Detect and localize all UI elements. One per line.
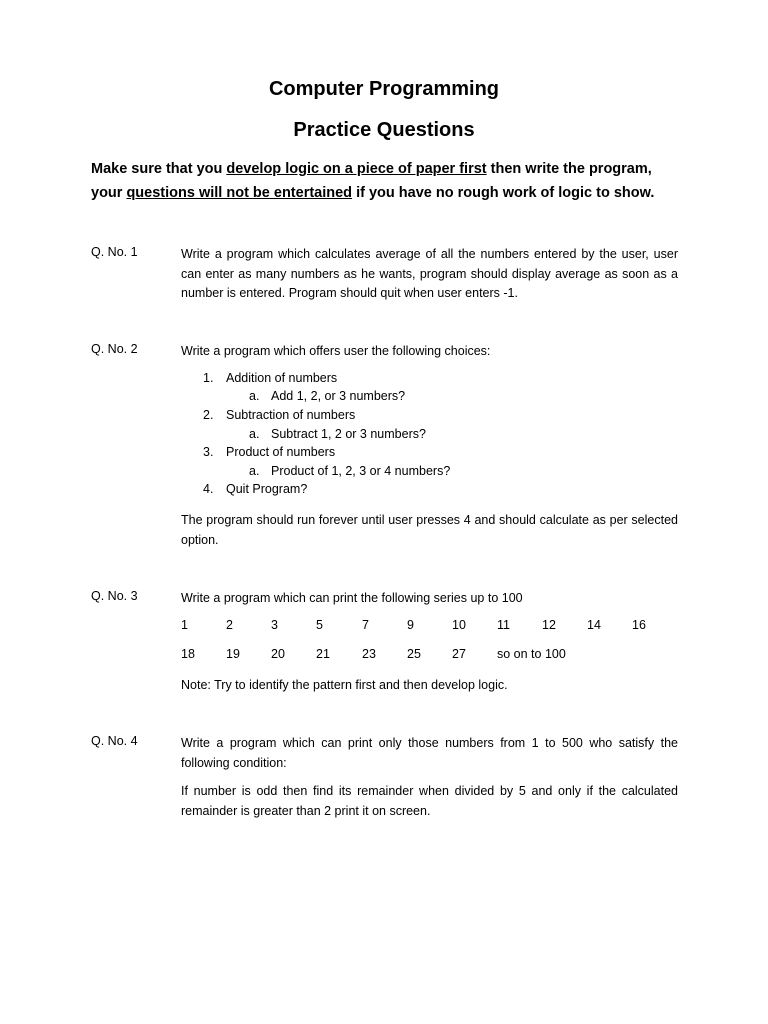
q2-item-3: Product of numbers — [226, 445, 336, 459]
q2-item-3a: Product of 1, 2, 3 or 4 numbers? — [271, 464, 451, 478]
document-subtitle: Practice Questions — [293, 119, 475, 141]
intro-paragraph — [91, 157, 681, 205]
q3-label: Q. No. 3 — [91, 589, 138, 603]
q3-note: Note: Try to identify the pattern first and then develop logic. — [181, 678, 508, 692]
series-number: 9 — [407, 618, 414, 632]
series-number: 14 — [587, 618, 601, 632]
series-number: 21 — [316, 647, 330, 661]
q4-label: Q. No. 4 — [91, 734, 138, 748]
intro-text-1: Make sure that you — [91, 161, 227, 177]
q3-text: Write a program which can print the following series up to 100 — [181, 591, 523, 605]
q2-item-3a-letter: a. — [249, 464, 260, 478]
series-number: so on to 100 — [497, 647, 566, 661]
series-number: 1 — [181, 618, 188, 632]
q2-item-1a: Add 1, 2, or 3 numbers? — [271, 389, 406, 403]
q1-label: Q. No. 1 — [91, 245, 138, 259]
q2-item-4-number: 4. — [203, 482, 214, 496]
series-number: 2 — [226, 618, 233, 632]
q2-item-1: Addition of numbers — [226, 371, 338, 385]
series-number: 5 — [316, 618, 323, 632]
series-number: 25 — [407, 647, 421, 661]
intro-text-2: then write the program, your — [91, 161, 652, 201]
series-number: 16 — [632, 618, 646, 632]
series-number: 3 — [271, 618, 278, 632]
q2-item-3-number: 3. — [203, 445, 214, 459]
q4-text: Write a program which can print only those numbers from 1 to 500 who satisfy the following condition: — [181, 736, 678, 770]
series-number: 18 — [181, 647, 195, 661]
q2-item-1-number: 1. — [203, 371, 214, 385]
q2-item-2a-letter: a. — [249, 427, 260, 441]
series-number: 23 — [362, 647, 376, 661]
q1-text: Write a program which calculates average of all the numbers entered by the user, user can enter as many numbers as he wants, program should display average as soon as a number is entered. Program should quit when user enters -1. — [181, 247, 678, 300]
q2-text: Write a program which offers user the following choices: — [181, 344, 491, 358]
intro-text-3: if you have no rough work of logic to show. — [352, 185, 655, 201]
intro-underlined-2: questions will not be entertained — [126, 185, 353, 201]
intro-underlined-1: develop logic on a piece of paper first — [226, 161, 487, 177]
q2-footer: The program should run forever until user presses 4 and should calculate as per selected option. — [181, 513, 678, 547]
series-number: 12 — [542, 618, 556, 632]
q2-label: Q. No. 2 — [91, 342, 138, 356]
q2-item-2-number: 2. — [203, 408, 214, 422]
series-number: 11 — [497, 618, 510, 632]
q2-item-1a-letter: a. — [249, 389, 260, 403]
series-number: 10 — [452, 618, 466, 632]
series-number: 20 — [271, 647, 285, 661]
series-number: 27 — [452, 647, 466, 661]
q4-condition: If number is odd then find its remainder when divided by 5 and only if the calculated remainder is greater than 2 print it on screen. — [181, 784, 678, 818]
series-number: 7 — [362, 618, 369, 632]
series-number: 19 — [226, 647, 240, 661]
q2-item-2: Subtraction of numbers — [226, 408, 356, 422]
q2-item-4: Quit Program? — [226, 482, 308, 496]
q2-item-2a: Subtract 1, 2 or 3 numbers? — [271, 427, 426, 441]
document-title: Computer Programming — [268, 78, 500, 100]
